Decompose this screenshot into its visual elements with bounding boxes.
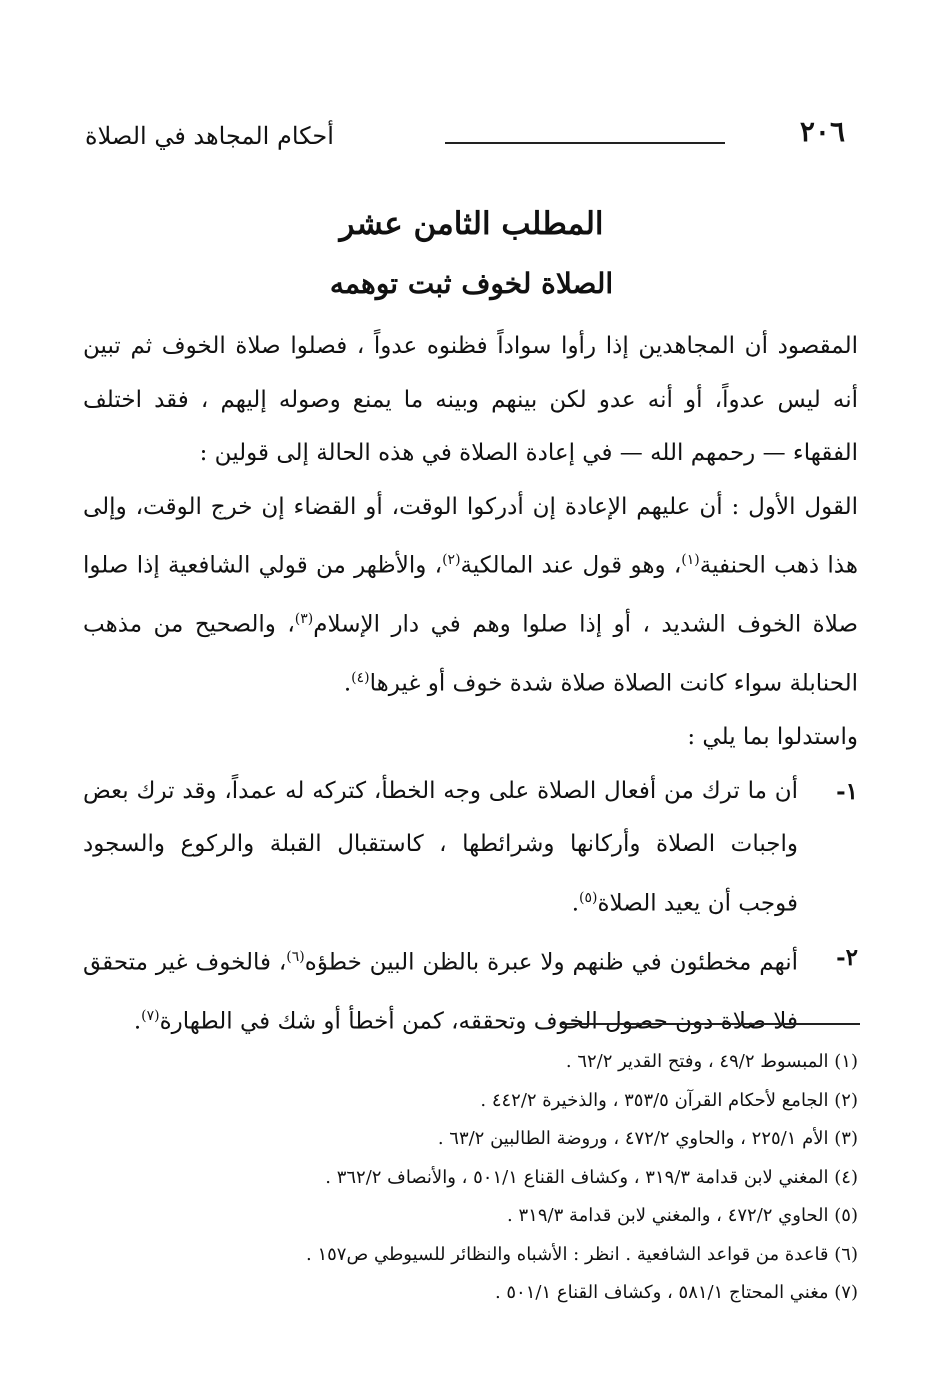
item-number: ٢-	[836, 944, 858, 972]
footnote: (٢) الجامع لأحكام القرآن ٣٥٣/٥ ، والذخيرة ٤٤٢/٢ .	[480, 1089, 858, 1111]
footnote-ref-7: (٧)	[141, 1008, 160, 1025]
item-text: أن ما ترك من أفعال الصلاة على وجه الخطأ، كتركه له عمداً، وقد ترك بعض واجبات الصلاة وأركانها وشرائطها ، كاستقبال القبلة والركوع والسجود فوجب أن يعيد الصلاة	[83, 777, 798, 917]
footnote-ref-2: (٢)	[442, 552, 461, 568]
item-tail: .	[571, 890, 579, 917]
item-text-2: ، فالخوف غير متحقق فلا صلاة دون حصول الخوف وتحققه، كمن أخطأ أو شك في الطهارة	[83, 949, 798, 1035]
first-view-text-5: .	[343, 670, 352, 697]
section-subtitle: الصلاة لخوف ثبت توهمه	[329, 267, 614, 300]
running-title: أحكام المجاهد في الصلاة	[85, 122, 334, 150]
page-number: ٢٠٦	[799, 115, 845, 148]
evidence-item	[83, 931, 858, 1049]
first-view-text-4: ، والصحيح من مذهب الحنابلة سواء كانت الصلاة صلاة شدة خوف أو غيرها	[83, 611, 858, 697]
intro-paragraph: المقصود أن المجاهدين إذا رأوا سواداً فظنوه عدواً ، فصلوا صلاة الخوف ثم تبين أنه ليس عدواً، أو أنه عدو لكن بينهم وبينه ما يمنع وصوله إليهم ، فقد اختلف الفقهاء — رحمهم الله — في إعادة الصلاة في هذه الحالة إلى قولين :	[83, 333, 859, 466]
item-tail: .	[133, 1008, 142, 1035]
footnote: (١) المبسوط ٤٩/٢ ، وفتح القدير ٦٢/٢ .	[565, 1051, 858, 1072]
footnote: (٧) مغني المحتاج ٥٨١/١ ، وكشاف القناع ٥٠١/١ .	[494, 1282, 858, 1303]
first-view-text-2: ، وهو قول عند المالكية	[460, 552, 682, 579]
footnote: (٦) قاعدة من قواعد الشافعية . انظر : الأشباه والنظائر للسيوطي ص١٥٧ .	[306, 1243, 858, 1265]
footnote-ref-4: (٤)	[351, 670, 370, 687]
first-view-text-1: القول الأول : أن عليهم الإعادة إن أدركوا الوقت، أو القضاء إن خرج الوقت، وإلى هذا ذهب الحنفية	[83, 493, 859, 579]
footnote: (٥) الحاوي ٤٧٢/٢ ، والمغني لابن قدامة ٣١٩/٣ .	[507, 1205, 858, 1226]
evidence-item	[83, 765, 858, 931]
footnote: (٣) الأم ٢٢٥/١ ، والحاوي ٤٧٢/٢ ، وروضة الطالبين ٦٣/٢ .	[437, 1128, 858, 1149]
footnote-ref-1: (١)	[681, 552, 700, 568]
first-view-text-3: ، والأظهر من قولي الشافعية إذا صلوا صلاة الخوف الشديد ، أو إذا صلوا وهم في دار الإسلام	[83, 552, 858, 638]
footnote-ref-5: (٥)	[579, 889, 598, 906]
footnote-separator	[562, 1023, 860, 1025]
footnote-ref-6: (٦)	[286, 949, 305, 966]
first-view-paragraph	[83, 481, 858, 712]
footnotes	[83, 1043, 858, 1313]
header-rule	[445, 142, 725, 144]
item-text: أنهم مخطئون في ظنهم ولا عبرة بالظن البين خطؤه	[304, 949, 798, 976]
body-text	[83, 320, 858, 1049]
page-header	[85, 112, 845, 160]
item-number: ١-	[836, 777, 858, 805]
evidence-intro: واستدلوا بما يلي :	[687, 724, 858, 751]
section-title: المطلب الثامن عشر	[339, 206, 604, 242]
footnote: (٤) المغني لابن قدامة ٣١٩/٣ ، وكشاف القناع ٥٠١/١ ، والأنصاف ٣٦٢/٢ .	[325, 1166, 858, 1188]
footnote-ref-3: (٣)	[294, 611, 314, 628]
